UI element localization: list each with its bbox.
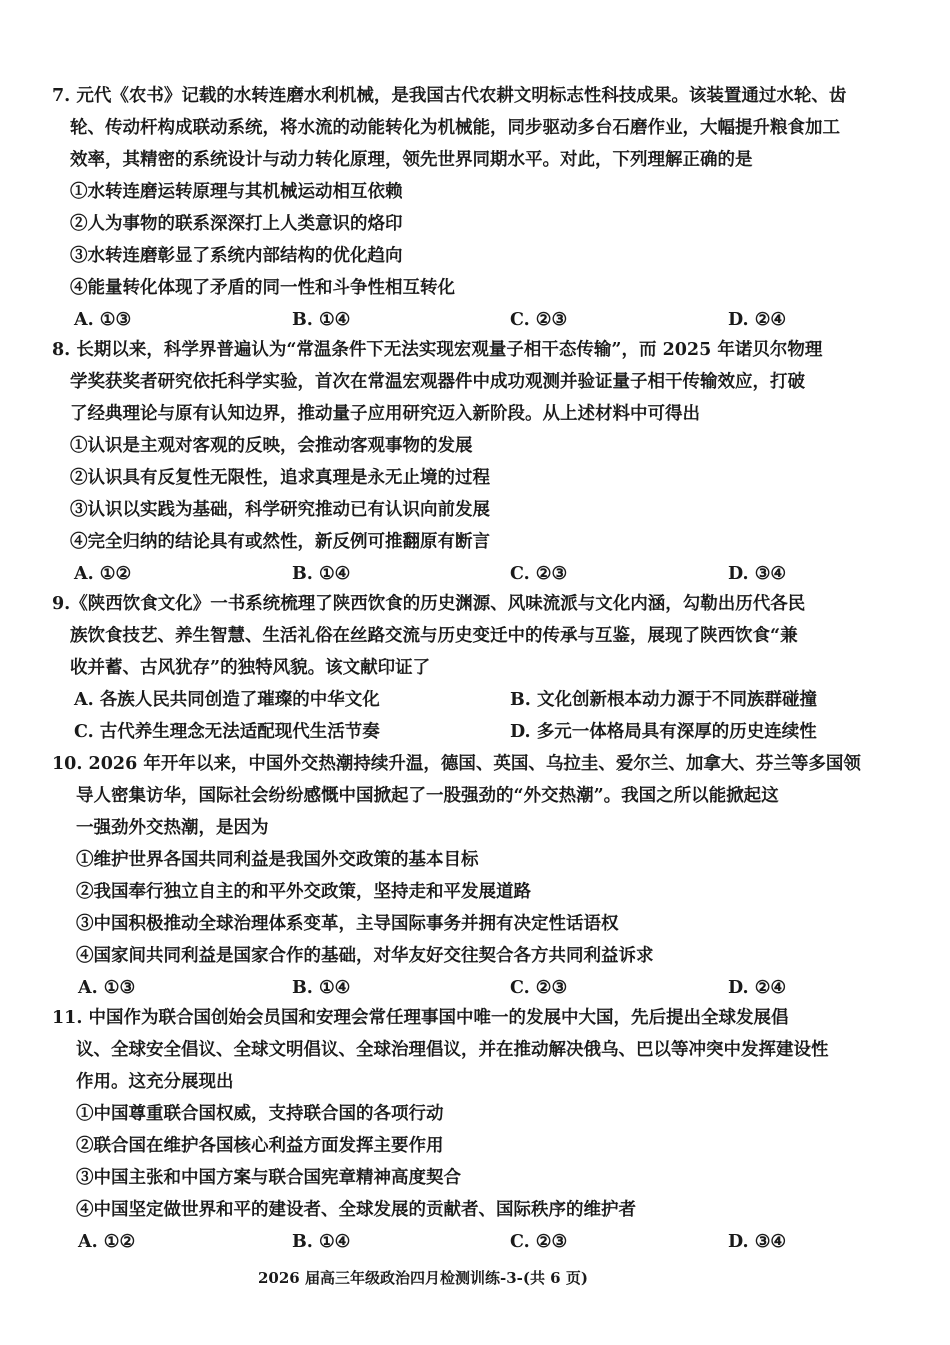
question-10-option-a: A. ①③ bbox=[78, 978, 136, 998]
question-8-option-c: C. ②③ bbox=[510, 564, 568, 584]
question-8-item-4: ④完全归纳的结论具有或然性，新反例可推翻原有断言 bbox=[70, 532, 490, 552]
question-10-item-4: ④国家间共同利益是国家合作的基础，对华友好交往契合各方共同利益诉求 bbox=[76, 946, 654, 966]
question-8-option-b: B. ①④ bbox=[292, 564, 351, 584]
question-10-option-c: C. ②③ bbox=[510, 978, 568, 998]
question-8-option-d: D. ③④ bbox=[728, 564, 787, 584]
question-9-option-a: A. 各族人民共同创造了璀璨的中华文化 bbox=[74, 690, 380, 710]
question-10-item-1: ①维护世界各国共同利益是我国外交政策的基本目标 bbox=[76, 850, 479, 870]
question-7-option-c: C. ②③ bbox=[510, 310, 568, 330]
question-11-option-b: B. ①④ bbox=[292, 1232, 351, 1252]
question-11-option-d: D. ③④ bbox=[728, 1232, 787, 1252]
question-7-option-d: D. ②④ bbox=[728, 310, 787, 330]
question-10-item-3: ③中国积极推动全球治理体系变革，主导国际事务并拥有决定性话语权 bbox=[76, 914, 619, 934]
question-9-option-c: C. 古代养生理念无法适配现代生活节奏 bbox=[74, 722, 380, 742]
question-7-item-4: ④能量转化体现了矛盾的同一性和斗争性相互转化 bbox=[70, 278, 455, 298]
question-11-stem-line-1: 11. 中国作为联合国创始会员国和安理会常任理事国中唯一的发展中大国，先后提出全球发展倡 bbox=[52, 1008, 789, 1028]
question-7-option-b: B. ①④ bbox=[292, 310, 351, 330]
question-11-stem-line-3: 作用。这充分展现出 bbox=[76, 1072, 234, 1092]
question-11-stem-line-2: 议、全球安全倡议、全球文明倡议、全球治理倡议，并在推动解决俄乌、巴以等冲突中发挥建设性 bbox=[76, 1040, 829, 1060]
question-11-item-4: ④中国坚定做世界和平的建设者、全球发展的贡献者、国际秩序的维护者 bbox=[76, 1200, 636, 1220]
question-11-option-a: A. ①② bbox=[78, 1232, 136, 1252]
question-7-option-a: A. ①③ bbox=[74, 310, 132, 330]
page-footer: 2026 届高三年级政治四月检测训练-3-(共 6 页) bbox=[258, 1269, 588, 1287]
question-10-stem-line-3: 一强劲外交热潮，是因为 bbox=[76, 818, 269, 838]
question-10-stem-line-2: 导人密集访华，国际社会纷纷感慨中国掀起了一股强劲的“外交热潮”。我国之所以能掀起这 bbox=[76, 786, 779, 806]
question-9-stem-line-1: 9.《陕西饮食文化》一书系统梳理了陕西饮食的历史渊源、风味流派与文化内涵，勾勒出历代各民 bbox=[52, 594, 806, 614]
question-8-item-2: ②认识具有反复性无限性，追求真理是永无止境的过程 bbox=[70, 468, 490, 488]
question-7-stem-line-2: 轮、传动杆构成联动系统，将水流的动能转化为机械能，同步驱动多台石磨作业，大幅提升粮食加工 bbox=[70, 118, 840, 138]
question-9-option-d: D. 多元一体格局具有深厚的历史连续性 bbox=[510, 722, 817, 742]
question-11-option-c: C. ②③ bbox=[510, 1232, 568, 1252]
question-10-stem-line-1: 10. 2026 年开年以来，中国外交热潮持续升温，德国、英国、乌拉圭、爱尔兰、加拿大、芬兰等多国领 bbox=[52, 754, 861, 774]
question-11-item-1: ①中国尊重联合国权威，支持联合国的各项行动 bbox=[76, 1104, 444, 1124]
question-8-item-1: ①认识是主观对客观的反映，会推动客观事物的发展 bbox=[70, 436, 473, 456]
question-7-item-2: ②人为事物的联系深深打上人类意识的烙印 bbox=[70, 214, 403, 234]
question-9-stem-line-3: 收并蓄、古风犹存”的独特风貌。该文献印证了 bbox=[70, 658, 431, 678]
question-7-stem-line-1: 7. 元代《农书》记载的水转连磨水利机械，是我国古代农耕文明标志性科技成果。该装置通过水轮、齿 bbox=[52, 86, 847, 106]
question-8-stem-line-3: 了经典理论与原有认知边界，推动量子应用研究迈入新阶段。从上述材料中可得出 bbox=[70, 404, 700, 424]
question-9-stem-line-2: 族饮食技艺、养生智慧、生活礼俗在丝路交流与历史变迁中的传承与互鉴，展现了陕西饮食“兼 bbox=[70, 626, 798, 646]
question-8-item-3: ③认识以实践为基础，科学研究推动已有认识向前发展 bbox=[70, 500, 490, 520]
question-11-item-2: ②联合国在维护各国核心利益方面发挥主要作用 bbox=[76, 1136, 444, 1156]
question-8-stem-line-1: 8. 长期以来，科学界普遍认为“常温条件下无法实现宏观量子相干态传输”，而 2025 年诺贝尔物理 bbox=[52, 340, 823, 360]
question-7-item-1: ①水转连磨运转原理与其机械运动相互依赖 bbox=[70, 182, 403, 202]
question-9-option-b: B. 文化创新根本动力源于不同族群碰撞 bbox=[510, 690, 817, 710]
question-7-stem-line-3: 效率，其精密的系统设计与动力转化原理，领先世界同期水平。对此，下列理解正确的是 bbox=[70, 150, 753, 170]
question-8-option-a: A. ①② bbox=[74, 564, 132, 584]
question-7-item-3: ③水转连磨彰显了系统内部结构的优化趋向 bbox=[70, 246, 403, 266]
question-11-item-3: ③中国主张和中国方案与联合国宪章精神高度契合 bbox=[76, 1168, 461, 1188]
question-8-stem-line-2: 学奖获奖者研究依托科学实验，首次在常温宏观器件中成功观测并验证量子相干传输效应，打破 bbox=[70, 372, 805, 392]
question-10-item-2: ②我国奉行独立自主的和平外交政策，坚持走和平发展道路 bbox=[76, 882, 531, 902]
question-10-option-b: B. ①④ bbox=[292, 978, 351, 998]
question-10-option-d: D. ②④ bbox=[728, 978, 787, 998]
